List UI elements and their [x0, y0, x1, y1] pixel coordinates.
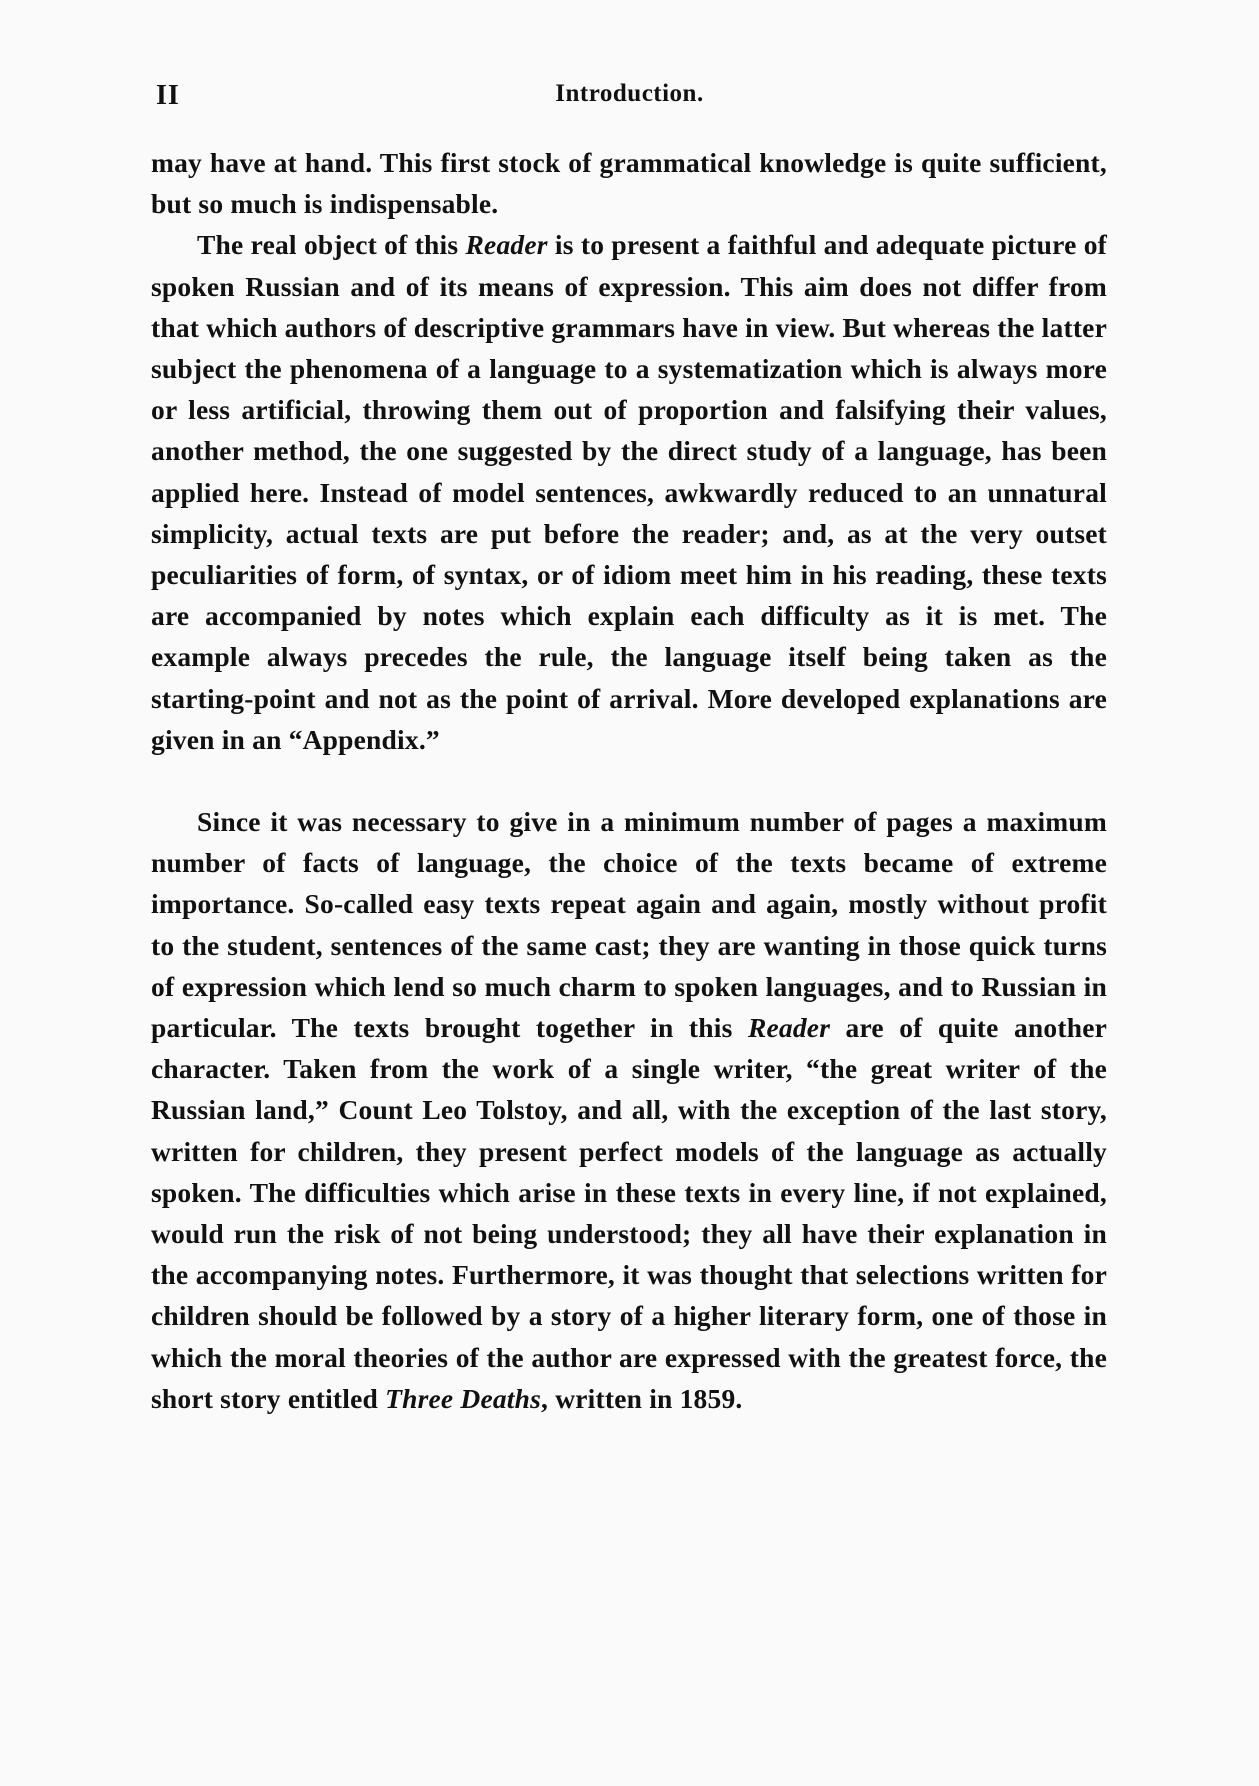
running-head — [152, 72, 1107, 112]
story-title-three-deaths: Three Deaths — [385, 1382, 542, 1414]
paragraph-text: are of quite another character. Taken from the work of a single writer, “the great writer of the Russian land,” Count Leo Tolstoy, and all, with the exception of the last story, written for children, they present perfect models of the language as actually spoken. The difficulties which arise in these texts in every line, if not explained, would run the risk of not being understood; they all have their explanation in the accompanying notes. Furthermore, it was thought that selections written for children should be followed by a story of a higher literary form, one of those in which the moral theories of the author are expressed with the greatest force, the short story entitled — [151, 1012, 1108, 1414]
paragraph-reader-object — [151, 224, 1107, 760]
paragraph-text-choice — [151, 801, 1107, 1419]
page-number: II — [156, 80, 180, 111]
running-title: Introduction. — [555, 80, 704, 107]
paragraph-text: Since it was necessary to give in a minimum number of pages a maximum number of facts of language, the choice of the texts became of extreme importance. So-called easy texts repeat again and again, mostly without profit to the student, sentences of the same cast; they are wanting in those quick turns of expression which lend so much charm to spoken languages, and to Russian in particular. The texts brought together in this — [151, 806, 1107, 1044]
paragraph-text: is to present a faithful and adequate picture of spoken Russian and of its means of expression. This aim does not differ from that which authors of descriptive grammars have in view. But whereas the latter subject the phenomena of a language to a systematization which is always more or less artificial, throwing them out of proportion and falsifying their values, another method, the one suggested by the direct study of a language, has been applied here. Instead of model sentences, awkwardly reduced to an unnatural simplicity, actual texts are put before the reader; and, as at the very outset peculiarities of form, of syntax, or of idiom meet him in his reading, these texts are accompanied by notes which explain each difficulty as it is met. The example always precedes the rule, the language itself being taken as the starting-point and not as the point of arrival. More developed explanations are given in an “Appendix.” — [151, 229, 1107, 755]
book-title-reader: Reader — [747, 1012, 831, 1044]
paragraph-text: , written in 1859. — [541, 1382, 743, 1414]
paragraph-continuation: may have at hand. This first stock of grammatical knowledge is quite sufficient, but so much is indispensable. — [151, 147, 1107, 220]
book-title-reader: Reader — [465, 229, 548, 261]
body-text — [151, 142, 1107, 1419]
paragraph-text: The real object of this — [197, 229, 466, 261]
